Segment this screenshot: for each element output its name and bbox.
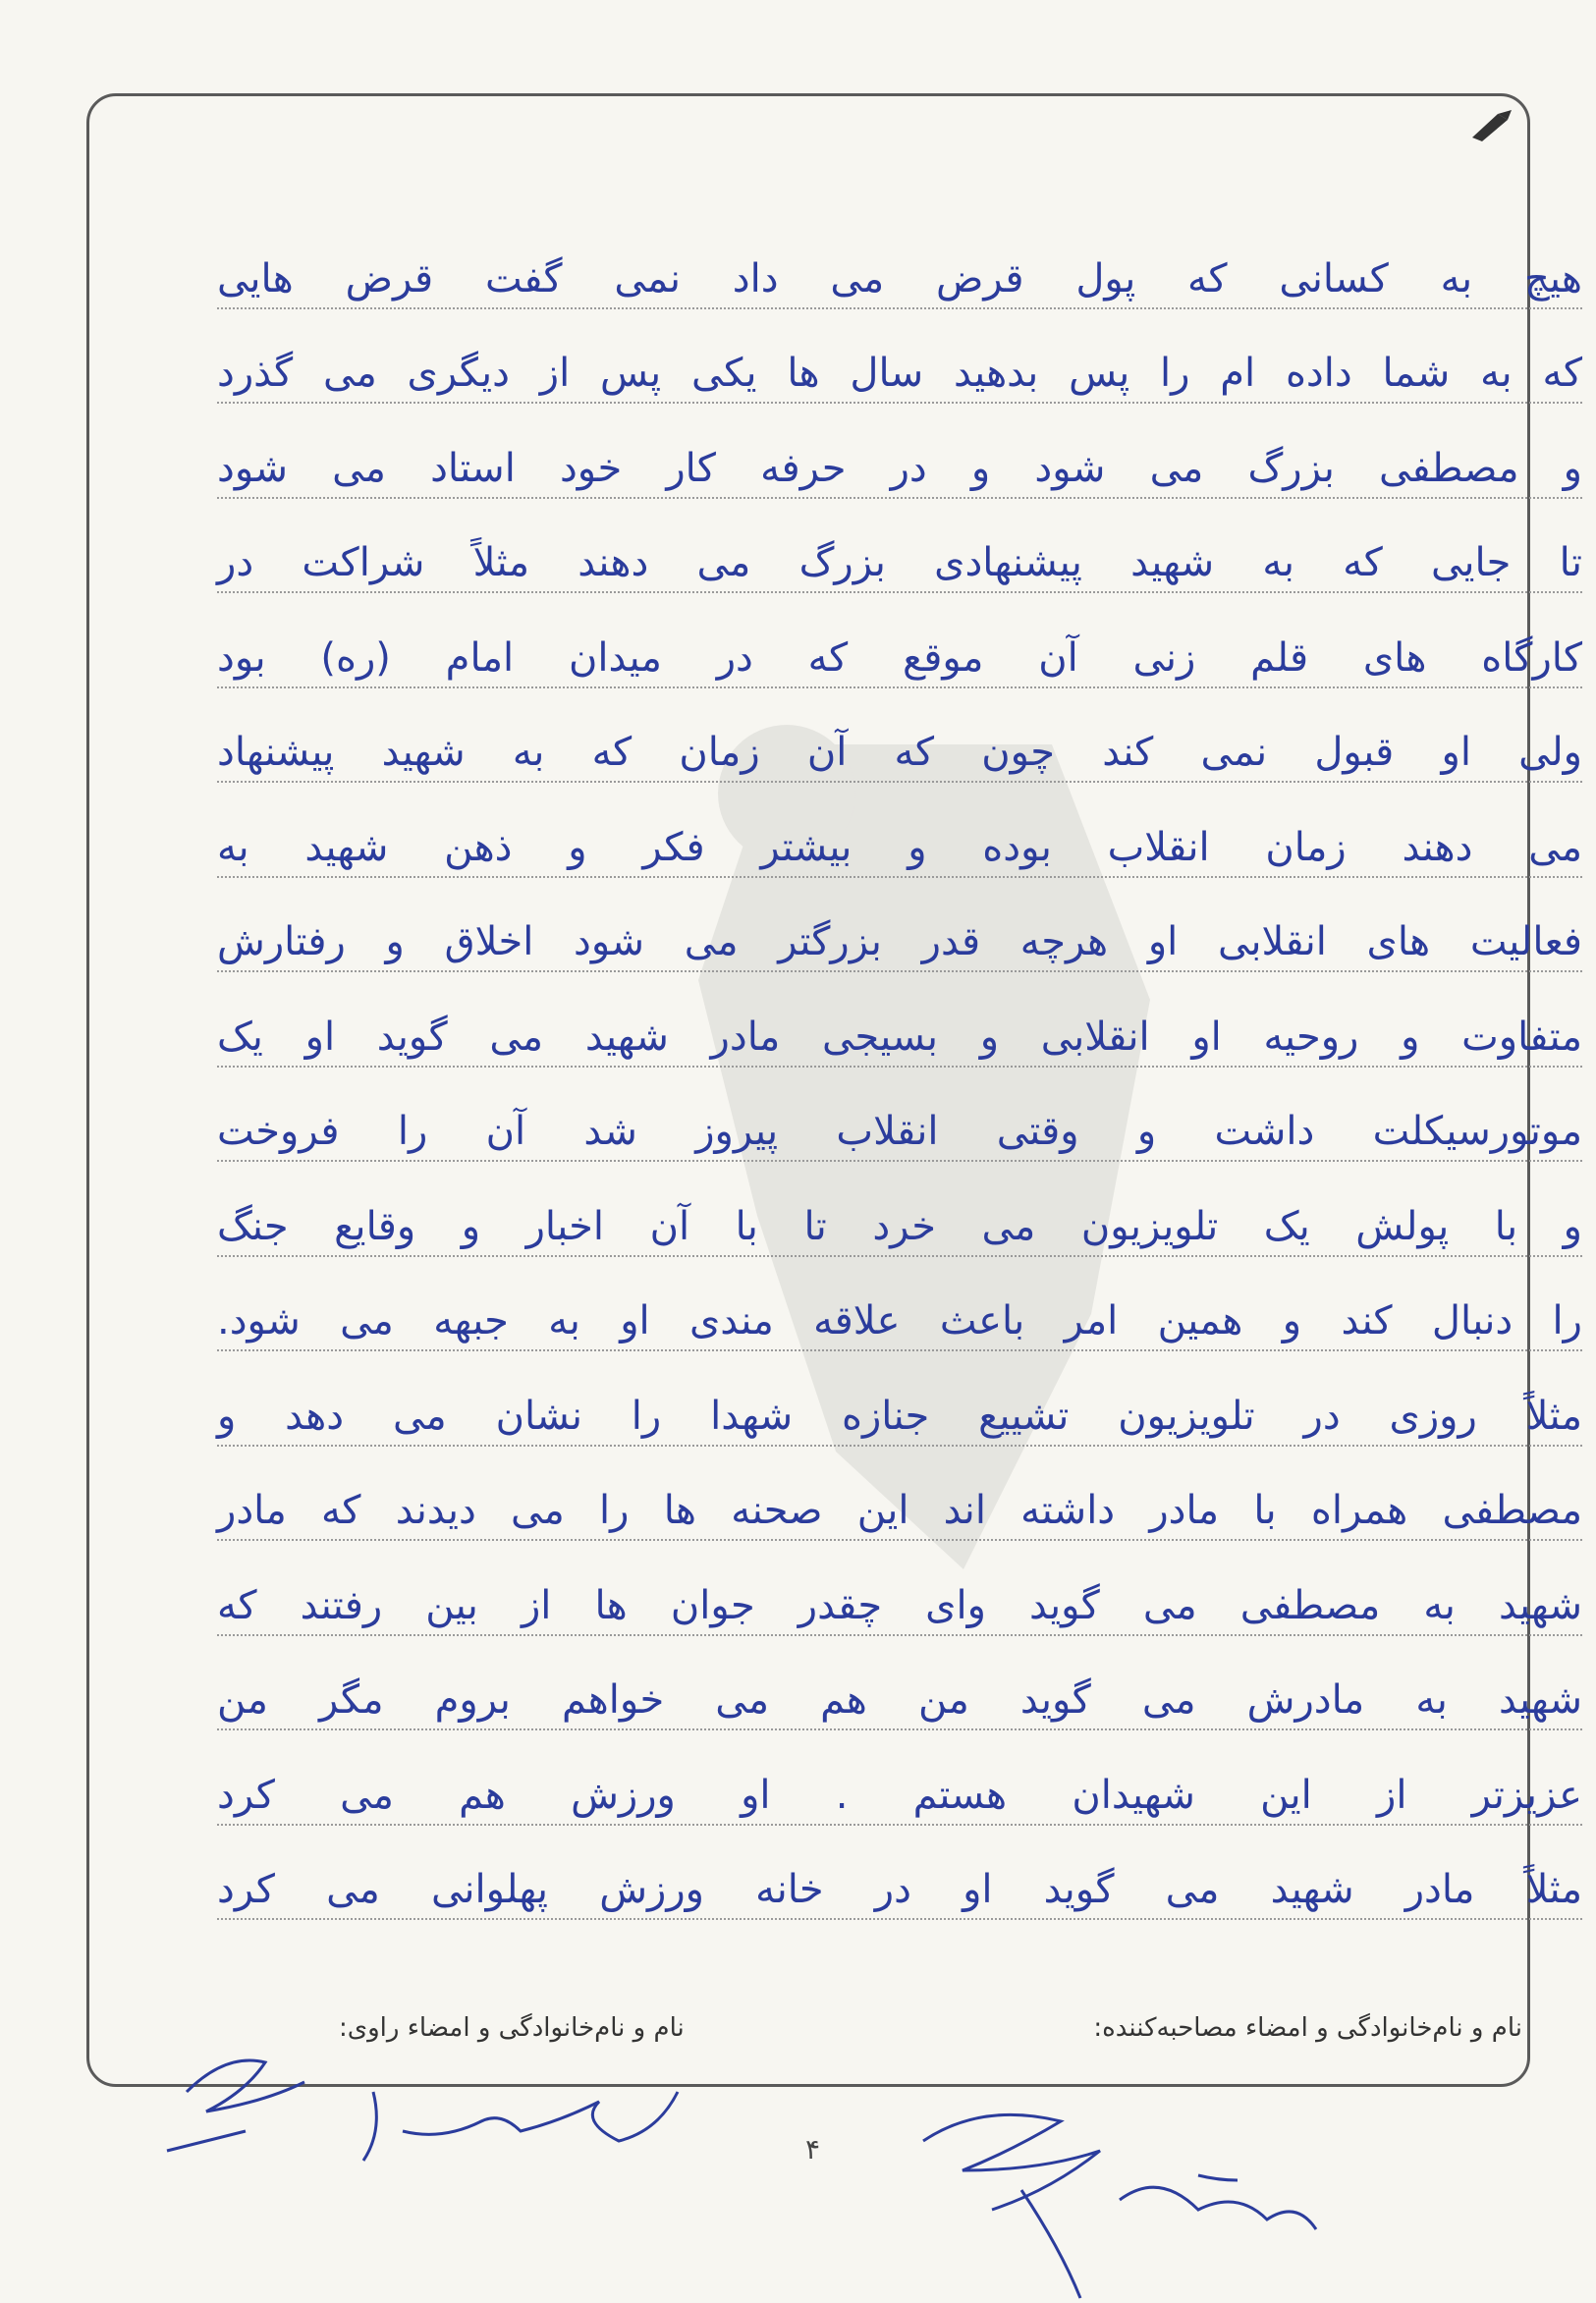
text-line: هیچ به کسانی که پول قرض می داد نمی گفت قرض هایی	[217, 214, 1582, 309]
text-line: مثلاً روزی در تلویزیون تشییع جنازه شهدا را نشان می دهد و	[217, 1351, 1582, 1447]
text-line: و مصطفی بزرگ می شود و در حرفه کار خود استاد می شود	[217, 404, 1582, 499]
interviewer-signature	[904, 2082, 1336, 2303]
text-line: مصطفی همراه با مادر داشته اند این صحنه ها را می دیدند که مادر	[217, 1447, 1582, 1542]
text-line: شهید به مادرش می گوید من هم می خواهم بروم مگر من	[217, 1636, 1582, 1731]
text-line: را دنبال کند و همین امر باعث علاقه مندی او به جبهه می شود.	[217, 1257, 1582, 1352]
page-frame	[86, 93, 1582, 2087]
text-line: کارگاه های قلم زنی آن موقع که در میدان امام (ره) بود	[217, 593, 1582, 688]
text-line: و با پولش یک تلویزیون می خرد تا با آن اخبار و وقایع جنگ	[217, 1162, 1582, 1257]
narrator-label: نام و نام‌خانوادگی و امضاء راوی:	[339, 2013, 685, 2043]
interviewer-label: نام و نام‌خانوادگی و امضاء مصاحبه‌کننده:	[1093, 2013, 1522, 2043]
narrator-signature	[147, 2033, 756, 2170]
page-number: ۴	[805, 2133, 821, 2166]
text-line: عزیزتر از این شهیدان هستم . او ورزش هم می کرد	[217, 1730, 1582, 1826]
text-line: شهید به مصطفی می گوید وای چقدر جوان ها از بین رفتند که	[217, 1541, 1582, 1636]
text-line: ولی او قبول نمی کند چون که آن زمان که به شهید پیشنهاد	[217, 688, 1582, 784]
handwritten-lines	[217, 214, 1582, 1920]
text-line: می دهند زمان انقلاب بوده و بیشتر فکر و ذهن شهید به	[217, 783, 1582, 878]
text-line: موتورسیکلت داشت و وقتی انقلاب پیروز شد آن را فروخت	[217, 1068, 1582, 1163]
text-line: تا جایی که به شهید پیشنهادی بزرگ می دهند مثلاً شراکت در	[217, 499, 1582, 594]
text-line: فعالیت های انقلابی او هرچه قدر بزرگتر می شود اخلاق و رفتارش	[217, 878, 1582, 973]
text-line: متفاوت و روحیه او انقلابی و بسیجی مادر شهید می گوید او یک	[217, 972, 1582, 1068]
text-line: که به شما داده ام را پس بدهید سال ها یکی پس از دیگری می گذرد	[217, 309, 1582, 405]
text-line: مثلاً مادر شهید می گوید او در خانه ورزش پهلوانی می کرد	[217, 1826, 1582, 1921]
pen-icon	[1468, 108, 1515, 143]
